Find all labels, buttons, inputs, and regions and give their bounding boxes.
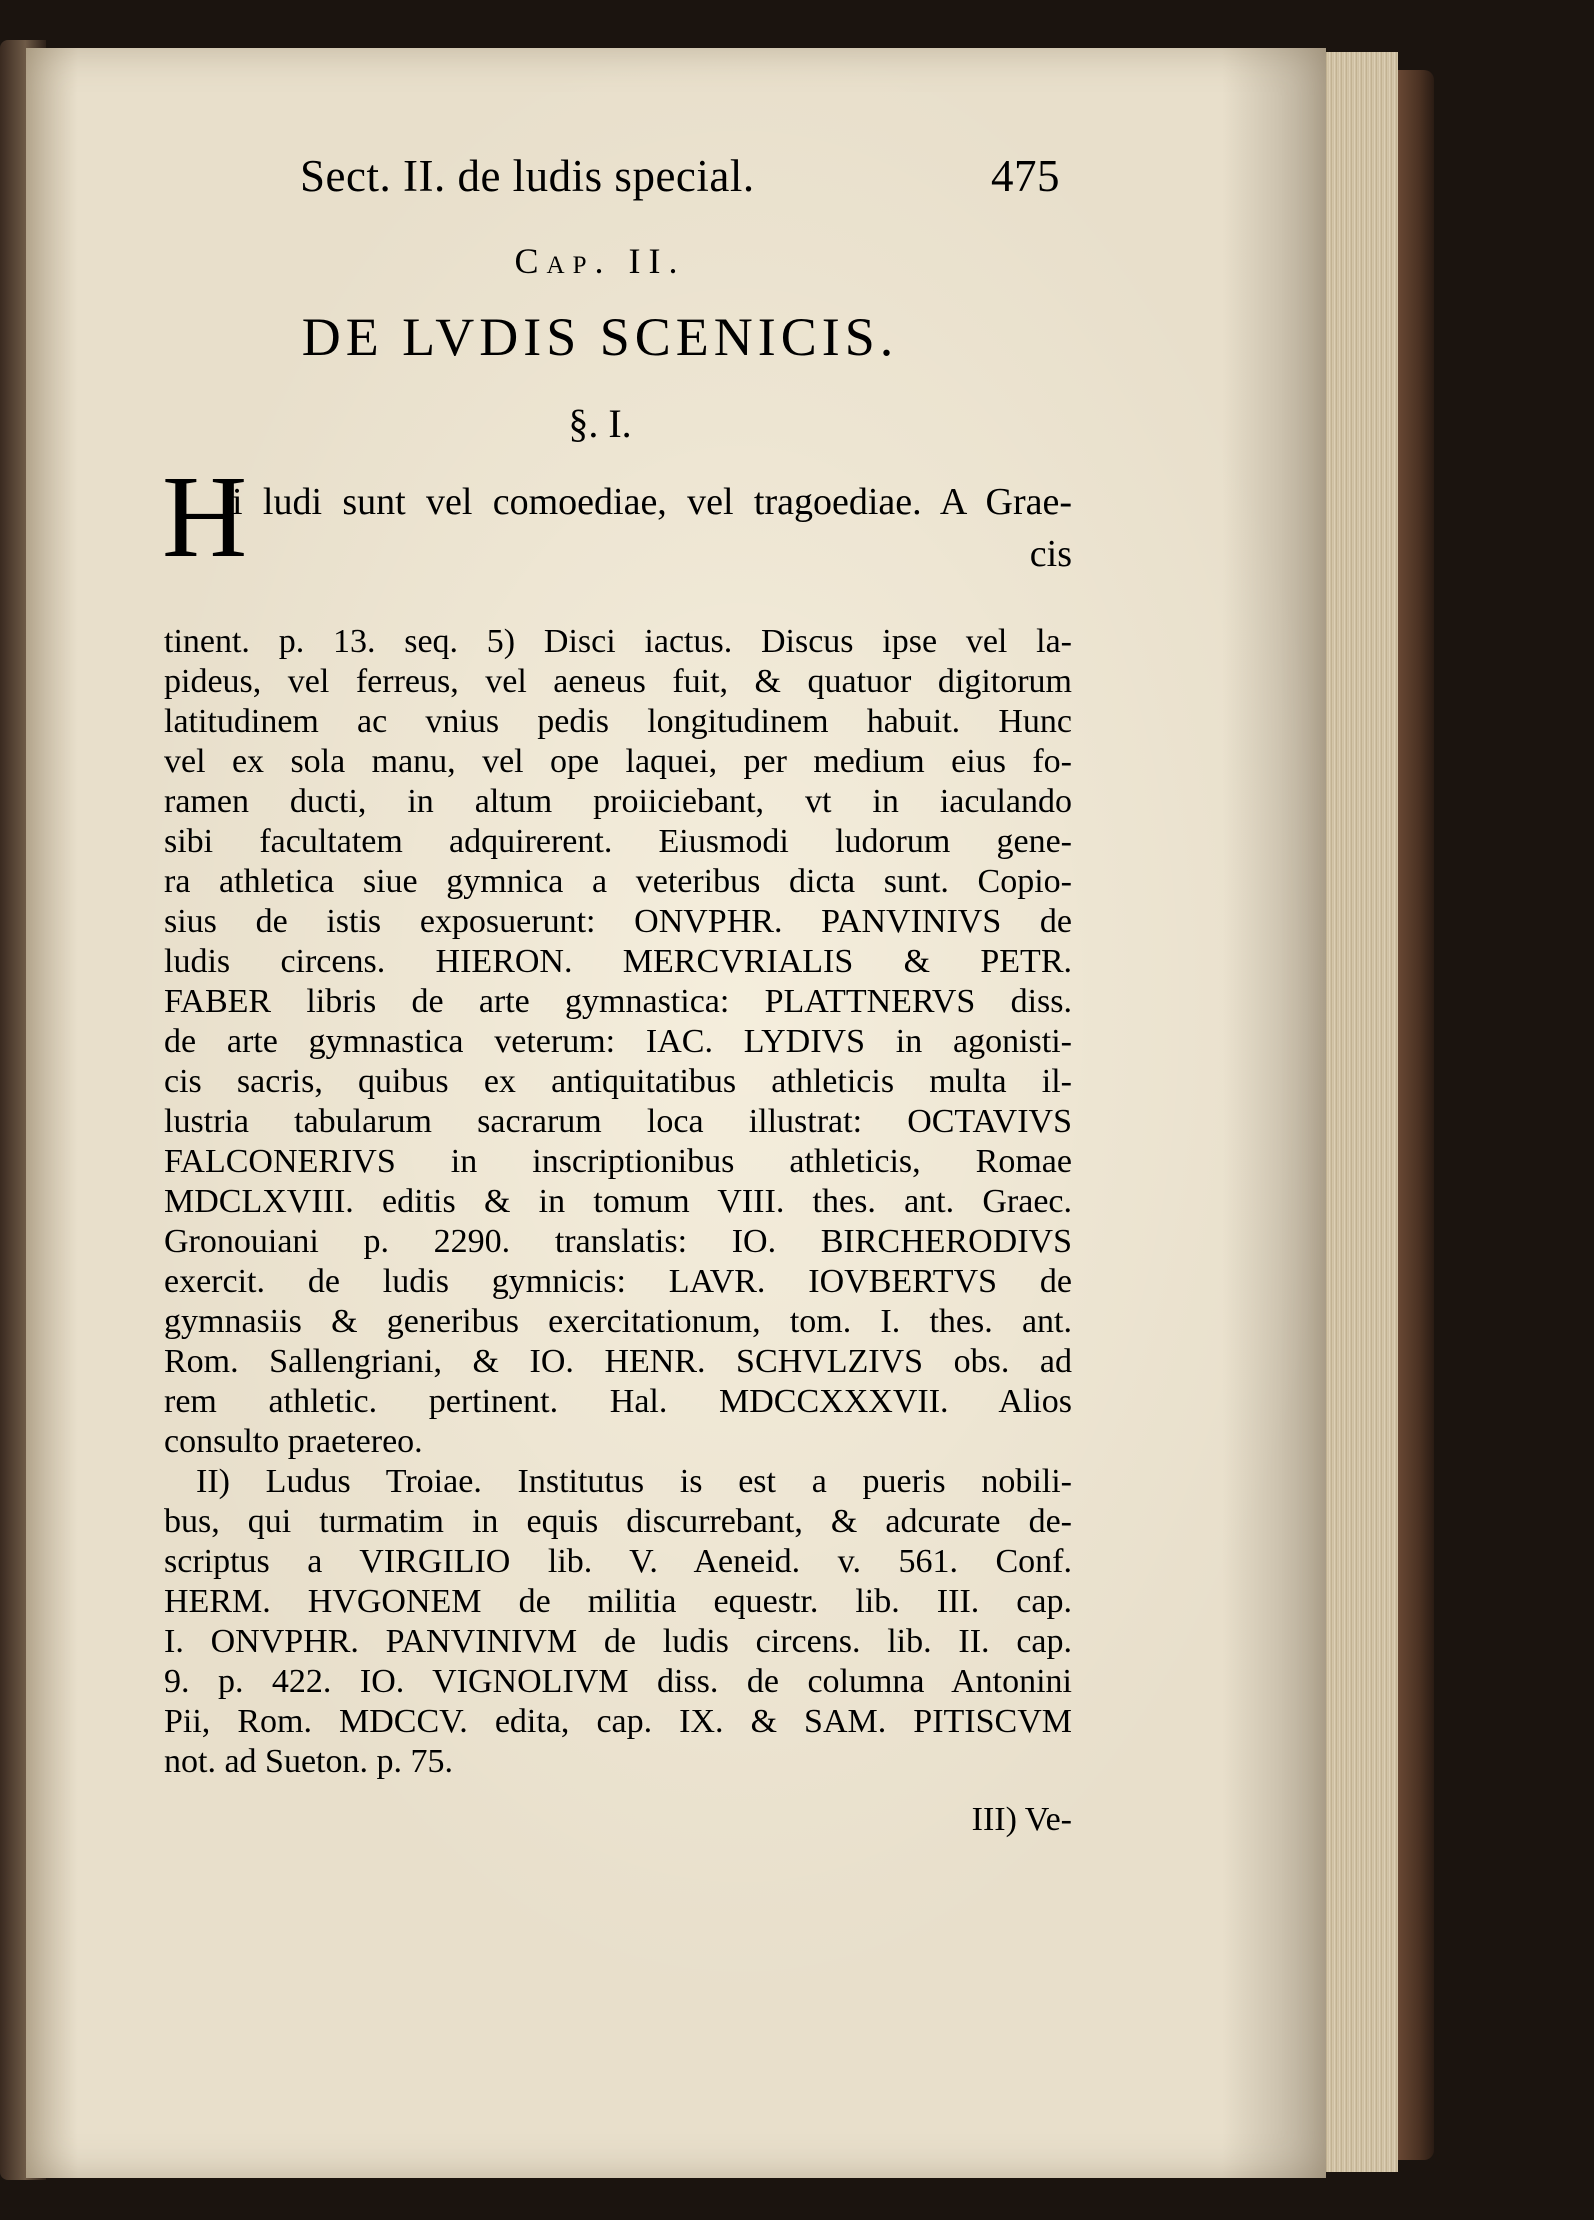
footnote-line: HERM. HVGONEM de militia equestr. lib. III. cap. — [164, 1583, 1072, 1620]
footnote-line: latitudinem ac vnius pedis longitudinem habuit. Hunc — [164, 703, 1072, 740]
book-cover-right — [1396, 70, 1434, 2160]
footnote-line: bus, qui turmatim in equis discurrebant, & adcurate de- — [164, 1503, 1072, 1540]
footnote-line: FALCONERIVS in inscriptionibus athleticis, Romae — [164, 1143, 1072, 1180]
footnote-line: sibi facultatem adquirerent. Eiusmodi ludorum gene- — [164, 823, 1072, 860]
page-number: 475 — [991, 151, 1060, 201]
footnote-line: cis sacris, quibus ex antiquitatibus athleticis multa il- — [164, 1063, 1072, 1100]
running-head-title: Sect. II. de ludis special. — [300, 151, 755, 201]
footnote-line: MDCLXVIII. editis & in tomum VIII. thes. ant. Graec. — [164, 1183, 1072, 1220]
drop-cap: H — [162, 451, 248, 582]
footnote-line: pideus, vel ferreus, vel aeneus fuit, & quatuor digitorum — [164, 663, 1072, 700]
footnote-line: Rom. Sallengriani, & IO. HENR. SCHVLZIVS obs. ad — [164, 1343, 1072, 1380]
footnote-line: exercit. de ludis gymnicis: LAVR. IOVBERTVS de — [164, 1263, 1072, 1300]
catchword: III) Ve- — [971, 1801, 1072, 1838]
footnote-line: 9. p. 422. IO. VIGNOLIVM diss. de columna Antonini — [164, 1663, 1072, 1700]
main-text-line: i ludi sunt vel comoediae, vel tragoediae. A Grae- — [232, 482, 1072, 522]
chapter-title: DE LVDIS SCENICIS. — [301, 307, 899, 367]
main-text-line: cis — [1029, 534, 1072, 574]
footnote-line: I. ONVPHR. PANVINIVM de ludis circens. lib. II. cap. — [164, 1623, 1072, 1660]
footnote-line: sius de istis exposuerunt: ONVPHR. PANVINIVS de — [164, 903, 1072, 940]
running-head — [140, 150, 1060, 210]
footnote-line: ra athletica siue gymnica a veteribus dicta sunt. Copio- — [164, 863, 1072, 900]
footnote-line: de arte gymnastica veterum: IAC. LYDIVS in agonisti- — [164, 1023, 1072, 1060]
footnote-line: Gronouiani p. 2290. translatis: IO. BIRCHERODIVS — [164, 1223, 1072, 1260]
footnote-line: scriptus a VIRGILIO lib. V. Aeneid. v. 561. Conf. — [164, 1543, 1072, 1580]
footnote-line: not. ad Sueton. p. 75. — [164, 1743, 453, 1780]
footnote-line: rem athletic. pertinent. Hal. MDCCXXXVII. Alios — [164, 1383, 1072, 1420]
section-number: §. I. — [568, 401, 632, 446]
footnote-line: ramen ducti, in altum proiiciebant, vt in iaculando — [164, 783, 1072, 820]
footnote-line: Pii, Rom. MDCCV. edita, cap. IX. & SAM. PITISCVM — [164, 1703, 1072, 1740]
footnote-line: lustria tabularum sacrarum loca illustrat: OCTAVIVS — [164, 1103, 1072, 1140]
footnote-line: ludis circens. HIERON. MERCVRIALIS & PETR. — [164, 943, 1072, 980]
chapter-label: Cap. II. — [514, 241, 686, 281]
footnote-line: II) Ludus Troiae. Institutus is est a pueris nobili- — [196, 1463, 1072, 1500]
footnote-line: FABER libris de arte gymnastica: PLATTNERVS diss. — [164, 983, 1072, 1020]
footnote-line: consulto praetereo. — [164, 1423, 423, 1460]
footnote-line: vel ex sola manu, vel ope laquei, per medium eius fo- — [164, 743, 1072, 780]
footnote-line: tinent. p. 13. seq. 5) Disci iactus. Discus ipse vel la- — [164, 623, 1072, 660]
footnote-line: gymnasiis & generibus exercitationum, tom. I. thes. ant. — [164, 1303, 1072, 1340]
